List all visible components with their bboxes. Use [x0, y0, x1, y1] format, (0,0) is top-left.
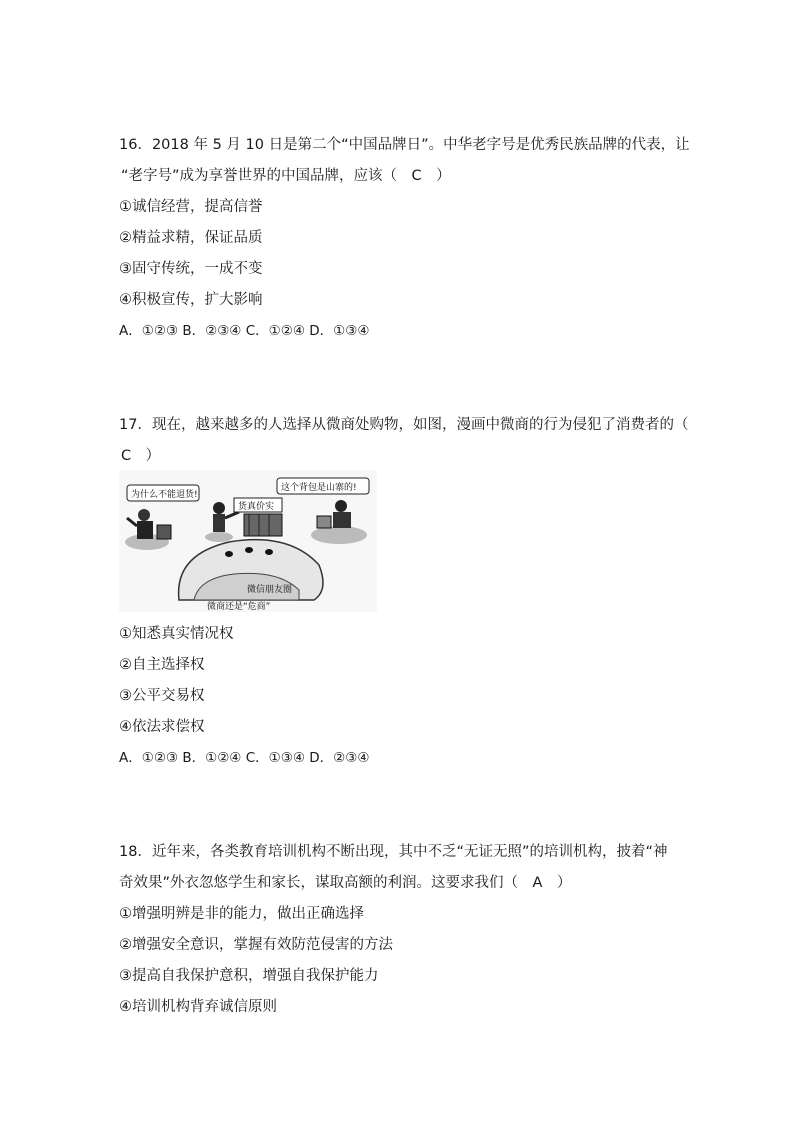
wechat-merchant-cartoon	[119, 470, 377, 612]
speech-bubble-left	[127, 485, 199, 501]
question-16-option-2: ②精益求精，保证品质	[119, 230, 263, 246]
question-18-option-4: ④培训机构背弃诚信原则	[119, 999, 277, 1015]
question-16-stem-line2: “老字号”成为享誉世界的中国品牌，应该（ C ）	[121, 168, 451, 184]
question-18-stem-line1: 18．近年来，各类教育培训机构不断出现，其中不乏“无证无照”的培训机构，披着“神	[119, 844, 668, 860]
question-17-option-3: ③公平交易权	[119, 688, 205, 704]
cartoon-caption: 微商还是“危商”	[207, 602, 271, 612]
question-17-stem-line2: C ）	[121, 448, 161, 464]
speech-bubble-right-text: 这个背包是山寨的!	[281, 483, 357, 493]
goods-sign-text: 货真价实	[238, 502, 275, 512]
question-17-stem-line1: 17．现在，越来越多的人选择从微商处购物，如图，漫画中微商的行为侵犯了消费者的（	[119, 417, 689, 433]
question-16-choices: A．①②③ B．②③④ C．①②④ D．①③④	[119, 323, 370, 339]
question-17-option-2: ②自主选择权	[119, 657, 205, 673]
speech-bubble-right	[277, 478, 369, 494]
question-18-option-2: ②增强安全意识，掌握有效防范侵害的方法	[119, 937, 393, 953]
question-16-option-4: ④积极宣传，扩大影响	[119, 292, 263, 308]
question-17-option-1: ①知悉真实情况权	[119, 626, 234, 642]
question-17-option-4: ④依法求偿权	[119, 719, 205, 735]
question-16-stem-line1: 16．2018 年 5 月 10 日是第二个“中国品牌日”。中华老字号是优秀民族品牌的代表，让	[119, 137, 690, 153]
question-18-stem-line2: 奇效果”外衣忽悠学生和家长，谋取高额的利润。这要求我们（ A ）	[119, 875, 572, 891]
question-17-choices: A．①②③ B．①②④ C．①③④ D．②③④	[119, 750, 370, 766]
question-18-option-3: ③提高自我保护意积，增强自我保护能力	[119, 968, 379, 984]
question-18-option-1: ①增强明辨是非的能力，做出正确选择	[119, 906, 364, 922]
mound-label: 微信朋友圈	[247, 585, 293, 595]
speech-bubble-left-text: 为什么不能退货!	[131, 490, 198, 500]
question-16-option-3: ③固守传统，一成不变	[119, 261, 263, 277]
question-16-option-1: ①诚信经营，提高信誉	[119, 199, 263, 215]
